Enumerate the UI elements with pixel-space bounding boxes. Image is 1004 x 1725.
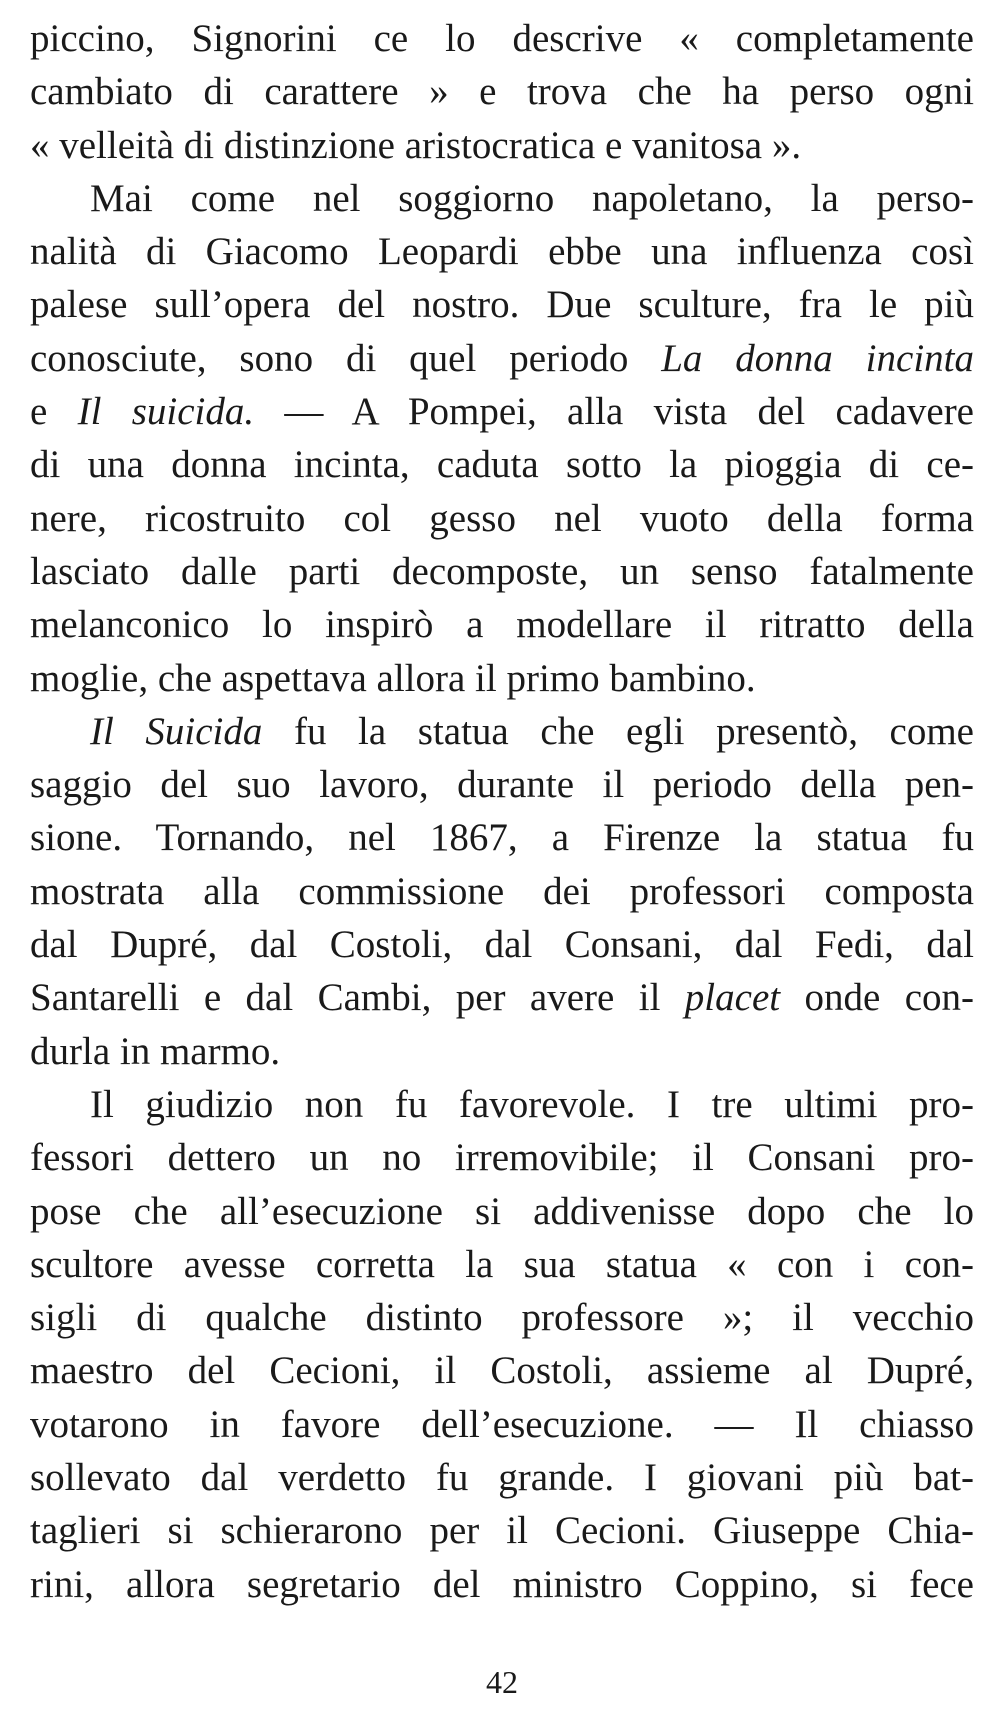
text-line xyxy=(30,385,974,438)
text-segment: conosciute, sono di quel periodo xyxy=(30,336,662,380)
italic-text: placet xyxy=(684,976,781,1020)
text-line xyxy=(30,12,974,65)
text-line xyxy=(30,1398,974,1451)
text-segment: nere, ricostruito col gesso nel vuoto della forma xyxy=(30,496,974,540)
text-line xyxy=(30,1185,974,1238)
italic-text: Il Suicida xyxy=(90,709,263,753)
text-line xyxy=(30,705,974,758)
text-line xyxy=(30,652,974,705)
text-line xyxy=(30,545,974,598)
text-segment: « velleità di distinzione aristocratica e vanitosa ». xyxy=(30,123,802,167)
text-segment: nalità di Giacomo Leopardi ebbe una influenza così xyxy=(30,230,974,274)
text-segment: fu la statua che egli presentò, come xyxy=(262,709,974,753)
text-segment: maestro del Cecioni, il Costoli, assieme al Dupré, xyxy=(30,1349,974,1393)
paragraph xyxy=(30,12,974,172)
text-line xyxy=(30,1078,974,1131)
text-line xyxy=(30,1131,974,1184)
text-line xyxy=(30,65,974,118)
text-line xyxy=(30,1451,974,1504)
text-line xyxy=(30,1291,974,1344)
text-segment: di una donna incinta, caduta sotto la pioggia di ce- xyxy=(30,443,974,487)
text-segment: durla in marmo. xyxy=(30,1029,281,1073)
text-segment: — A Pompei, alla vista del cadavere xyxy=(254,390,974,434)
text-line xyxy=(30,1558,974,1611)
page-number: 42 xyxy=(486,1664,518,1700)
text-line xyxy=(30,225,974,278)
text-segment: cambiato di carattere » e trova che ha perso ogni xyxy=(30,70,974,114)
text-line xyxy=(30,1344,974,1397)
text-line xyxy=(30,119,974,172)
paragraph xyxy=(30,1078,974,1611)
text-line xyxy=(30,918,974,971)
text-line xyxy=(30,1025,974,1078)
text-segment: saggio del suo lavoro, durante il periodo della pen- xyxy=(30,763,974,807)
text-segment: sione. Tornando, nel 1867, a Firenze la statua fu xyxy=(30,816,974,860)
text-segment: Il giudizio non fu favorevole. I tre ultimi pro- xyxy=(90,1082,974,1126)
text-segment: pose che all’esecuzione si addivenisse dopo che lo xyxy=(30,1189,974,1233)
text-segment: rini, allora segretario del ministro Coppino, si fece xyxy=(30,1562,974,1606)
text-segment: Santarelli e dal Cambi, per avere il xyxy=(30,976,685,1020)
italic-text: La donna incinta xyxy=(661,336,974,380)
text-line xyxy=(30,971,974,1024)
body-text xyxy=(30,12,974,1611)
text-segment: e xyxy=(30,390,78,434)
text-segment: palese sull’opera del nostro. Due sculture, fra le più xyxy=(30,283,974,327)
text-segment: melanconico lo inspirò a modellare il ritratto della xyxy=(30,603,974,647)
paragraph xyxy=(30,172,974,705)
text-segment: lasciato dalle parti decomposte, un senso fatalmente xyxy=(30,549,974,593)
text-segment: votarono in favore dell’esecuzione. — Il chiasso xyxy=(30,1402,974,1446)
text-line xyxy=(30,492,974,545)
text-segment: mostrata alla commissione dei professori composta xyxy=(30,869,974,913)
text-line xyxy=(30,865,974,918)
text-line xyxy=(30,811,974,864)
text-segment: scultore avesse corretta la sua statua « con i con- xyxy=(30,1242,974,1286)
italic-text: Il suicida. xyxy=(77,390,255,434)
text-segment: piccino, Signorini ce lo descrive « completamente xyxy=(30,17,974,60)
text-segment: moglie, che aspettava allora il primo bambino. xyxy=(30,656,756,700)
text-line xyxy=(30,172,974,225)
text-segment: onde con- xyxy=(780,976,974,1020)
text-line xyxy=(30,332,974,385)
text-line xyxy=(30,1238,974,1291)
text-segment: sollevato dal verdetto fu grande. I giovani più bat- xyxy=(30,1456,974,1500)
text-line xyxy=(30,1504,974,1557)
text-segment: taglieri si schierarono per il Cecioni. Giuseppe Chia- xyxy=(30,1509,974,1553)
text-line xyxy=(30,598,974,651)
text-segment: Mai come nel soggiorno napoletano, la perso- xyxy=(90,176,974,220)
paragraph xyxy=(30,705,974,1078)
text-segment: fessori dettero un no irremovibile; il Consani pro- xyxy=(30,1136,974,1180)
text-line xyxy=(30,278,974,331)
text-segment: sigli di qualche distinto professore »; il vecchio xyxy=(30,1296,974,1340)
text-line xyxy=(30,438,974,491)
text-segment: dal Dupré, dal Costoli, dal Consani, dal Fedi, dal xyxy=(30,923,974,967)
text-line xyxy=(30,758,974,811)
